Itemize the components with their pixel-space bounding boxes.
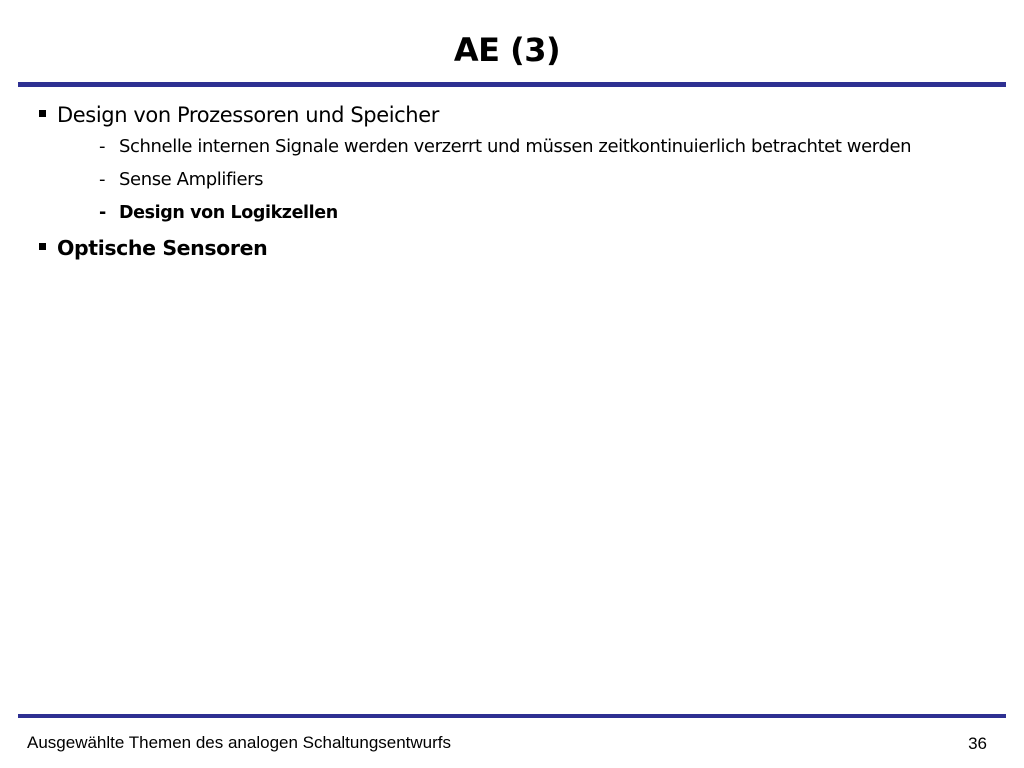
bullet-text: Optische Sensoren [57, 236, 268, 260]
sub-bullet-list [57, 134, 998, 226]
footer-divider [18, 714, 1006, 718]
sub-bullet-item [57, 167, 979, 193]
title-divider [18, 82, 1006, 87]
sub-bullet-item [57, 200, 979, 226]
bullet-text: Design von Prozessoren und Speicher [57, 103, 439, 127]
square-bullet-icon [39, 243, 46, 250]
page-number: 36 [968, 734, 987, 753]
sub-bullet-text: Schnelle internen Signale werden verzerrt und müssen zeitkontinuierlich betrachtet werden [119, 136, 912, 157]
footer-text: Ausgewählte Themen des analogen Schaltungsentwurfs [27, 733, 452, 752]
bullet-item [38, 100, 998, 226]
square-bullet-icon [39, 110, 46, 117]
bullet-item [38, 233, 998, 263]
slide-content [38, 100, 998, 265]
dash-bullet-icon: - [99, 169, 106, 190]
dash-bullet-icon: - [99, 203, 106, 223]
dash-bullet-icon: - [99, 136, 106, 157]
sub-bullet-text: Sense Amplifiers [119, 169, 264, 190]
slide-title: AE (3) [453, 31, 561, 69]
sub-bullet-text: Design von Logikzellen [119, 203, 338, 223]
sub-bullet-item [57, 134, 979, 160]
